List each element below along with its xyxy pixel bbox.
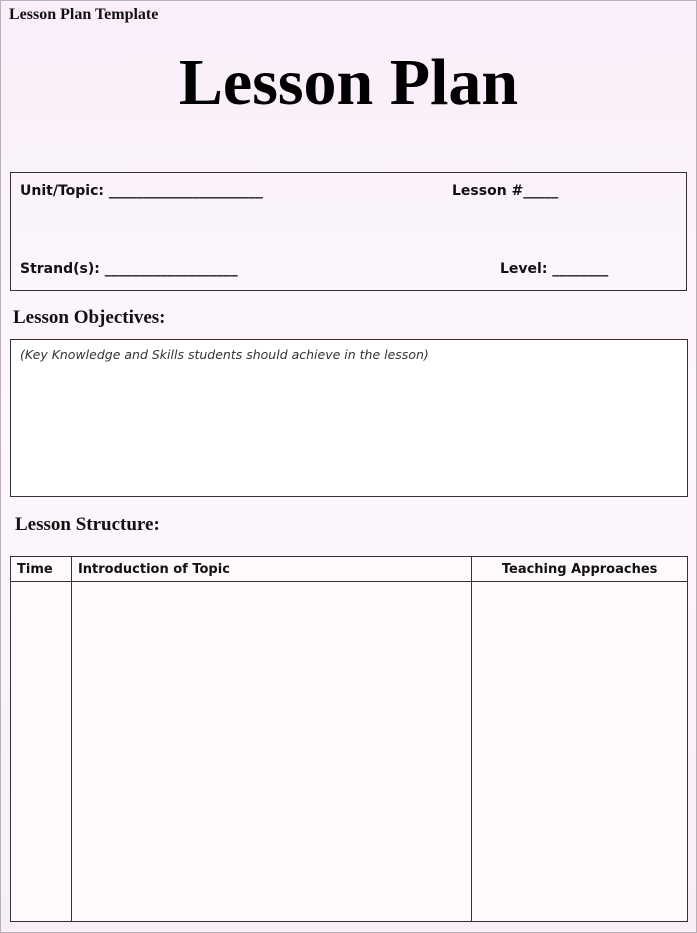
objectives-heading: Lesson Objectives:: [13, 307, 166, 328]
structure-heading: Lesson Structure:: [15, 514, 160, 535]
lesson-info-box: [10, 172, 687, 291]
introduction-cell[interactable]: [71, 582, 471, 922]
page-title: Lesson Plan: [178, 46, 519, 119]
column-header-teaching-approaches: Teaching Approaches: [472, 557, 688, 582]
table-row: [11, 582, 688, 922]
objectives-hint: (Key Knowledge and Skills students should achieve in the lesson): [20, 347, 429, 362]
table-header-row: [11, 557, 688, 582]
lesson-number-field[interactable]: Lesson #_____: [452, 183, 559, 199]
lesson-structure-table: [10, 556, 688, 922]
unit-topic-field[interactable]: Unit/Topic: ______________________: [20, 183, 263, 199]
time-cell[interactable]: [11, 582, 72, 922]
teaching-approaches-cell[interactable]: [472, 582, 688, 922]
column-header-introduction: Introduction of Topic: [71, 557, 471, 582]
level-field[interactable]: Level: ________: [500, 261, 609, 277]
document-label: Lesson Plan Template: [9, 6, 159, 23]
strands-field[interactable]: Strand(s): ___________________: [20, 261, 238, 277]
objectives-box[interactable]: [10, 339, 688, 497]
column-header-time: Time: [11, 557, 72, 582]
